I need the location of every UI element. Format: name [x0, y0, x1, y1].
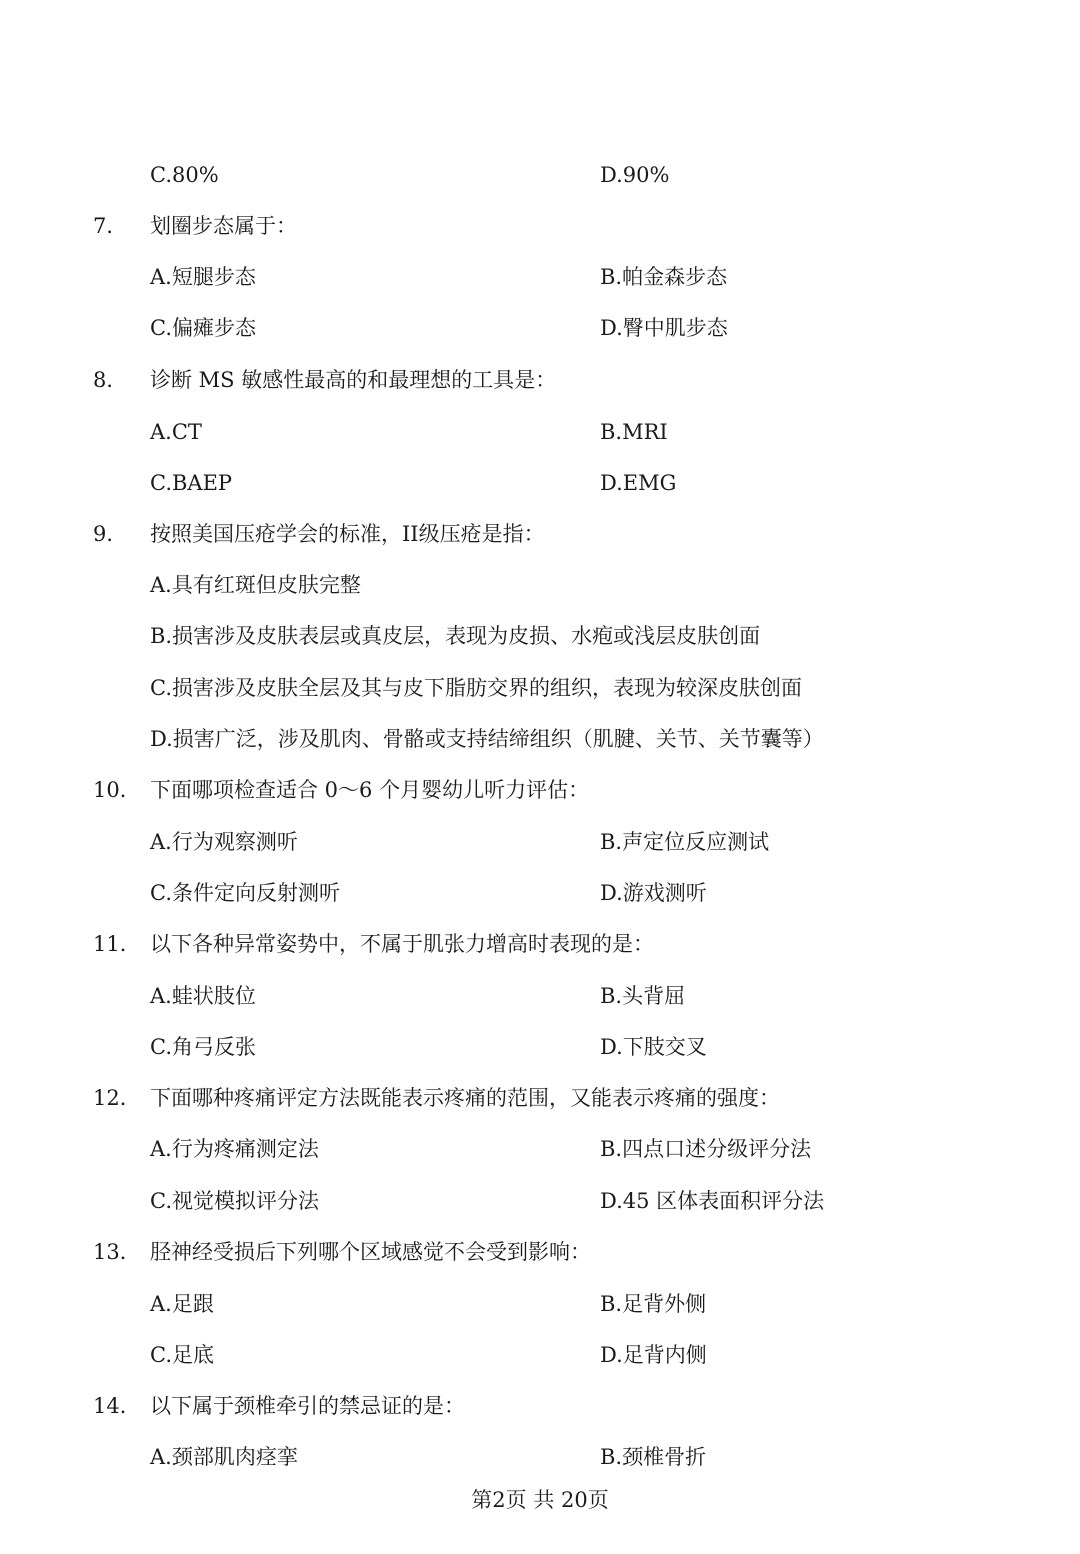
q12-option-a: A.行为疼痛测定法 [150, 1137, 319, 1161]
q13-stem: 胫神经受损后下列哪个区域感觉不会受到影响： [150, 1240, 591, 1264]
q14-option-b: B.颈椎骨折 [600, 1445, 707, 1469]
q9-option-c: C.损害涉及皮肤全层及其与皮下脂肪交界的组织，表现为较深皮肤创面 [150, 676, 802, 700]
q7-stem: 划圈步态属于： [150, 214, 297, 238]
q8-stem: 诊断 MS 敏感性最高的和最理想的工具是： [150, 368, 557, 392]
q12-number: 12． [93, 1086, 141, 1110]
q10-option-b: B.声定位反应测试 [600, 830, 770, 854]
q12-stem: 下面哪种疼痛评定方法既能表示疼痛的范围，又能表示疼痛的强度： [150, 1086, 780, 1110]
q13-option-b: B.足背外侧 [600, 1292, 707, 1316]
q14-number: 14． [93, 1394, 141, 1418]
q13-option-c: C.足底 [150, 1343, 214, 1367]
q10-number: 10． [93, 778, 141, 802]
q10-stem: 下面哪项检查适合 0～6 个月婴幼儿听力评估： [150, 778, 590, 802]
q8-option-d: D.EMG [600, 471, 677, 495]
q8-option-b: B.MRI [600, 420, 668, 444]
q9-stem: 按照美国压疮学会的标准，II级压疮是指： [150, 522, 545, 546]
q9-option-b: B.损害涉及皮肤表层或真皮层，表现为皮损、水疱或浅层皮肤创面 [150, 624, 761, 648]
q13-option-a: A.足跟 [150, 1292, 214, 1316]
q9-number: 9． [93, 522, 128, 546]
q7-option-a: A.短腿步态 [150, 265, 256, 289]
q7-number: 7． [93, 214, 128, 238]
q12-option-b: B.四点口述分级评分法 [600, 1137, 812, 1161]
q10-option-c: C.条件定向反射测听 [150, 881, 340, 905]
q11-option-a: A.蛙状肢位 [150, 984, 256, 1008]
q13-number: 13． [93, 1240, 141, 1264]
q8-option-a: A.CT [150, 420, 202, 444]
q12-option-d: D.45 区体表面积评分法 [600, 1189, 825, 1213]
q6-option-d: D.90% [600, 163, 670, 187]
q8-number: 8． [93, 368, 128, 392]
q11-option-d: D.下肢交叉 [600, 1035, 707, 1059]
q9-option-d: D.损害广泛，涉及肌肉、骨骼或支持结缔组织（肌腱、关节、关节囊等） [150, 727, 824, 751]
q11-option-c: C.角弓反张 [150, 1035, 256, 1059]
q10-option-a: A.行为观察测听 [150, 830, 298, 854]
q9-option-a: A.具有红斑但皮肤完整 [150, 573, 361, 597]
q6-option-c: C.80% [150, 163, 219, 187]
q14-option-a: A.颈部肌肉痉挛 [150, 1445, 298, 1469]
q8-option-c: C.BAEP [150, 471, 233, 495]
q11-stem: 以下各种异常姿势中，不属于肌张力增高时表现的是： [150, 932, 654, 956]
q7-option-b: B.帕金森步态 [600, 265, 728, 289]
q7-option-c: C.偏瘫步态 [150, 316, 256, 340]
q10-option-d: D.游戏测听 [600, 881, 707, 905]
q11-number: 11． [93, 932, 141, 956]
q12-option-c: C.视觉模拟评分法 [150, 1189, 319, 1213]
page-footer: 第2页 共 20页 [471, 1488, 609, 1512]
q13-option-d: D.足背内侧 [600, 1343, 707, 1367]
q11-option-b: B.头背屈 [600, 984, 686, 1008]
q7-option-d: D.臀中肌步态 [600, 316, 728, 340]
q14-stem: 以下属于颈椎牵引的禁忌证的是： [150, 1394, 465, 1418]
